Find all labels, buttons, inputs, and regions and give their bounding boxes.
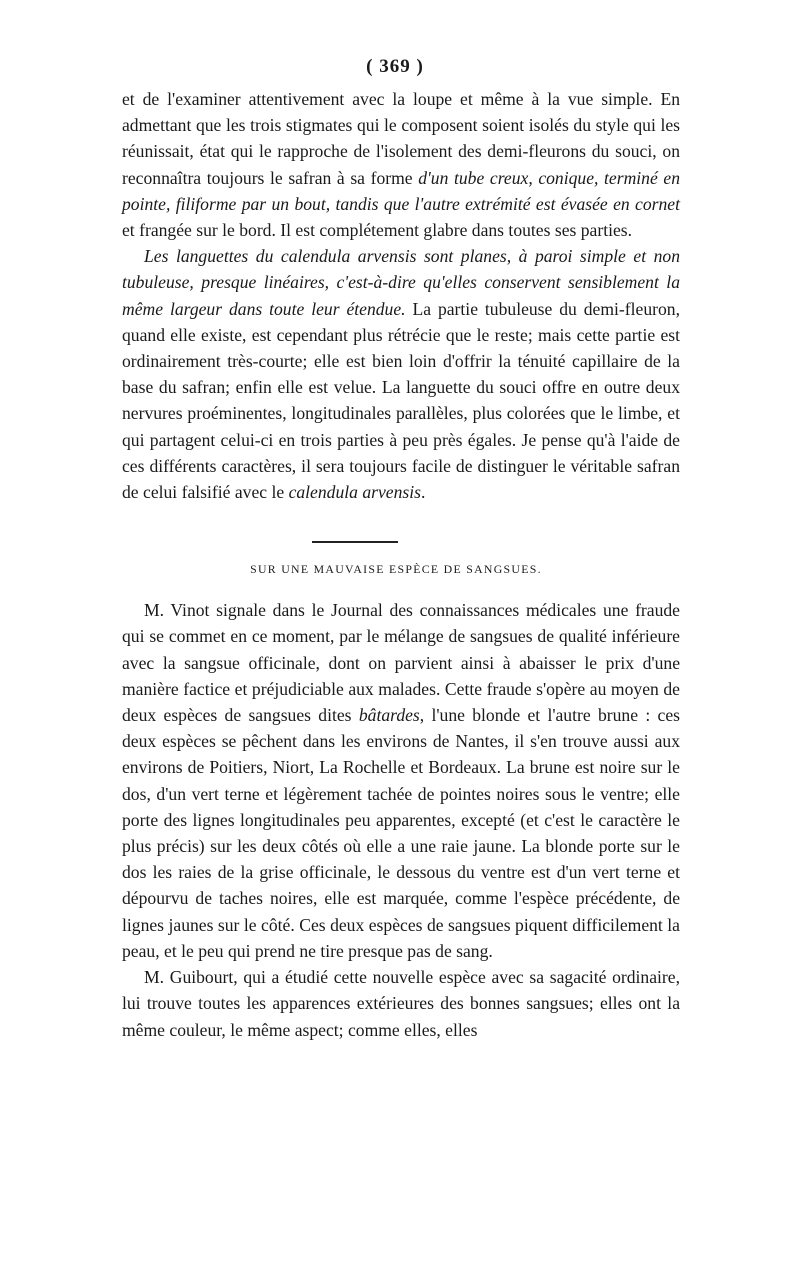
section-separator xyxy=(122,505,680,561)
paragraph-guibourt: M. Guibourt, qui a étudié cette nouvelle espèce avec sa sagacité ordinaire, lui trouve toutes les apparences extérieures des bonnes sangsues; elles ont la même couleur, le même aspect; comme elles, elles xyxy=(122,967,680,1040)
section-heading: SUR UNE MAUVAISE ESPÈCE DE SANGSUES. xyxy=(250,562,542,577)
paragraph-emphasis: bâtardes xyxy=(358,705,420,726)
paragraph-text: et de l'examiner attentivement avec la loupe et même à la vue simple. En admettant que les trois stigmates qui le composent soient isolés du style qui les réunissait, état qui le rapproche de l'isolement des demi-fleurons du souci, on reconnaîtra toujours le safran à sa forme xyxy=(122,89,680,188)
paragraph-vinot xyxy=(122,597,680,964)
paragraph-text: , l'une blonde et l'autre brune : ces deux espèces se pêchent dans les environs de Nantes, il s'en trouve aussi aux environs de Poitiers, Niort, La Rochelle et Bordeaux. La brune est noire sur le dos, d'un vert terne et légèrement tachée de pointes noires sous le ventre; elle porte des lignes longitudinales peu apparentes, excepté (et c'est le caractère le plus précis) sur les deux côtés où elle a une raie jaune. La blonde porte sur le dos les raies de la grise officinale, le dessous du ventre est d'un vert terne et dépourvu de taches noires, elle est marquée, comme l'espèce précédente, de lignes jaunes sur le côté. Ces deux espèces de sangsues piquent difficilement la peau, et le peu qui prend ne tire presque pas de sang. xyxy=(122,705,680,961)
paragraph-text: La partie tubuleuse du demi-fleuron, quand elle existe, est cependant plus rétrécie que le reste; mais cette partie est ordinairement très-courte; elle est bien loin d'offrir la ténuité capillaire de la base du safran; enfin elle est velue. La languette du souci offre en outre deux nervures proéminentes, longitudinales parallèles, plus colorées que le limbe, et qui partagent celui-ci en trois parties à peu près égales. Je pense qu'à l'aide de ces différents caractères, il sera toujours facile de distinguer le véritable safran de celui falsifié avec le xyxy=(122,298,680,503)
paragraph-calendula xyxy=(122,243,680,505)
paragraph-text: . xyxy=(420,482,426,503)
paragraph-emphasis: calendula arvensis xyxy=(288,482,421,503)
separator-rule xyxy=(312,541,398,543)
paragraph-emphasis: Les languettes du calendula arvensis sont planes, à paroi simple et non tubuleuse, presque linéaires, c'est-à-dire qu'elles conservent sensiblement la même largeur dans toute leur étendue. xyxy=(122,246,680,319)
page-body xyxy=(122,86,680,1043)
paragraph-text: M. Vinot signale dans le Journal des connaissances médicales une fraude qui se commet en ce moment, par le mélange de sangsues de qualité inférieure avec la sangsue officinale, dont on parvient ainsi à abaisser le prix d'une manière factice et préjudiciable aux malades. Cette fraude s'opère au moyen de deux espèces de sangsues dites xyxy=(122,600,680,726)
page-number: ( 369 ) xyxy=(366,56,424,77)
paragraph-saffran-form xyxy=(122,86,680,243)
paragraph-text: et frangée sur le bord. Il est complétement glabre dans toutes ses parties. xyxy=(122,220,633,241)
paragraph-emphasis: d'un tube creux, conique, terminé en pointe, filiforme par un bout, tandis que l'autre extrémité est évasée en cornet xyxy=(122,167,680,214)
